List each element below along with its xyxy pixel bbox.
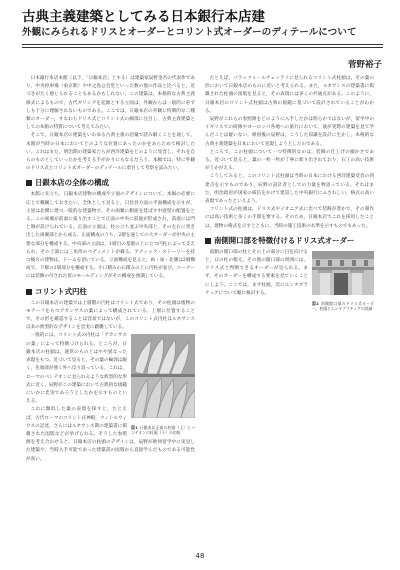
section-paragraph: 一般的には，コリント式の円柱は「アカンサスの葉」によって特徴づけられる。ところが，日銀本店の柱頭は，通常のものとはやや異なった表現をもつ。近づいて見ると，その葉の輪郭は鋭く，先端部が強く外へ反り返っている。これは，ローマのパンテオンに見られるような典型的な形式に近く，辰野がこの建築において古典的な規範にいかに忠実であろうとしたかを示すものといえる。 (26, 333, 127, 405)
section-paragraph: この日銀本店の建築では上層階の円柱はコリント式であり，その柱頭は植物のモチーフをもつアカンサスの葉によって構成されている。上層に位置することで，その形を確認することは容易ではないが，このコリント式円柱はルネサンス以来の典型的なデザインを忠実に踏襲している。 (26, 300, 195, 331)
intro-paragraph: 日本銀行本店本館（以下，「日銀本店」とする）は建築家辰野金吾の代表作であり，中央停車場（東京駅）や中之島公会堂といった数の他の作品と比べると，近づきがたく感じられることもあるかもしれない。この建築は，本格的な古典主義様式によるもので，古代ギリシアを起源とする立面は，外観からは一般的に必ずしも十分に理解されないものである。ここでは，日銀本店の外観に特徴的な二種類のオーダー，すなわちドリス式とコリント式の細部に注目し，古典主義建築としての本館の特質について考えてみたい。 (26, 76, 195, 131)
title-rule-double (22, 47, 383, 48)
body-paragraph: たとえば，パラッツォ・ルチェッライに見られるコリント式柱頭は，その葉の形において日銀本店のものに近いと考えられる。また，ルネサンスの建築書に掲載された柱頭の図版を見ると，その表現には多くの共通点がある。このように，日銀本店のコリント式柱頭は古典の規範に基づいて設計されていることがわかる。 (205, 76, 374, 114)
doric-order-photo (312, 251, 374, 295)
page-title: 古典主義建築としてみる日本銀行本店建 (22, 9, 265, 25)
figure-caption: 図2 南側開口部のドリス式オーダー，柱頭とエンタブラチュアの詳細 (312, 301, 374, 312)
intro-paragraph: そこで，日銀本店の建築をいわゆる古典主義の語彙で読み解くことを通して，本館が当時の日本においてどのような位置にあったのかをあらためて検討したい。これはまた，明治期の建築家たちが西洋建築をどのように受容し，それを自らのものとしていったかを考える手がかりにもなるだろう。本稿では，特に外観のドリス式とコリント式オーダーのディテールに着目して考察を試みたい。 (26, 133, 195, 172)
section-square-icon (26, 289, 32, 295)
body-paragraph: ところで，この柱頭について一つ特徴的なのは，装飾の仕上げの細かさである。近づいて見ると，葉の一枚一枚が丁寧に彫り出されており，石工の高い技術がうかがえる。 (205, 149, 374, 172)
figure-caption: 図1 日銀本店正面の柱頭（上）とパンテオンの柱頭（下）の比較 (131, 424, 195, 435)
section-paragraph: これに類似した葉の表現を探すと，たとえば，古代ローマのコリント式神殿，ウィトルウィウスの記述，さらにはルネサンス期の建築書に掲載された図版などが挙げられる。そうした参照源を考え合わせると，日銀本店の柱頭のデザインは，辰野が欧州留学中に実見した建築や，当時入手可能であった建築書の図版から直接学んだものである可能性が高い。 (26, 407, 195, 462)
section-square-icon (26, 180, 32, 186)
section-heading: 南側開口部を特徴付けるドリス式オーダー (205, 236, 374, 246)
section-heading: 日銀本店の全体の構成 (26, 178, 195, 188)
right-column (205, 75, 374, 311)
body-paragraph: こうしてみると，このコリント式柱頭は当時の日本における西洋建築受容の到達点を示すものであり，辰野の設計者としての力量を物語っている。それはまた，明治政府が国家の威信をかけて建設した中央銀行にふさわしい，格式の高い表現であったといえよう。 (205, 174, 374, 205)
section-heading: コリント式円柱 (26, 287, 195, 297)
left-column (26, 75, 195, 464)
section-paragraph: 本館に先立ち，日銀本店建物の構成や立面のデザインについて，本稿の必要に応じて概観しておきたい。全体として見ると，日比谷方面の平面構成を示すが，主屋は北側に建つ一般的な建築物で，その両翼に側面を延ばす中庭型の配置をとる。この両翼が前面に張り出すことで正面の中央に前庭が形成され，前庭には門と塀が設けられている。正面の立面は，柱の立ち並ぶ中央部と，その左右に突き出した両翼部とから成る。正面構成のうち，2層を通しての大オーダーが中央の主要な部分を構成する。中央部の立面は，1層目の基壇の上に立つ円柱によって支えられ，その上部には三角形のペディメントが載る。アティック・ストーリーを持つ後方の建物は，ドームを頂いている。立面構成を見ると，両・東・北側は2層構成で，下層の1層部分を構成する。小口積みの石積みの上に円柱が並び，コーナーには装飾の付された窓のモールディングがその構成を強調している。 (26, 192, 195, 280)
body-paragraph: 辰野がこれらの参照源をどのように入手したかは明らかではないが，留学中のイギリスでの研修やヨーロッパ各地への旅行において，彼が実際の建築を見て学んだことは疑いない。帰国後の辰野は，こうした知識を設計に生かし，本格的な古典主義建築を日本において実現しようとしたのである。 (205, 117, 374, 147)
figure-2 (312, 251, 374, 311)
page-subtitle: 外観にみられるドリスとオーダーとコリント式オーダーのディテールについて (22, 27, 357, 38)
section-square-icon (205, 238, 211, 244)
capital-photo (131, 334, 195, 418)
body-paragraph: コリント式の柱頭は，ドリス式やイオニア式に比べて装飾が豊かで，その制作には高い技術と多くの手間を要する。そのため，日銀本店でこれを採用したことは，建物の格式を示すとともに，当時の施工技術の水準を示すものでもあった。 (205, 207, 374, 229)
section-paragraph: 南側の開口部の柱とその上の部分に目を向けると，日の柱の根元，その他の開口部の周囲には，ドリス式と判断できるオーダーが見られる。まず，そのオーダーを構成する要素を見ていくことにしよう。ここでは，まず柱頭，次にエンタブラチュアについて順に検討する。 (205, 249, 308, 296)
author-name: 菅野裕子 (347, 60, 382, 70)
title-rule (22, 44, 383, 45)
page-number: 48 (195, 552, 205, 560)
figure-1 (131, 334, 195, 434)
